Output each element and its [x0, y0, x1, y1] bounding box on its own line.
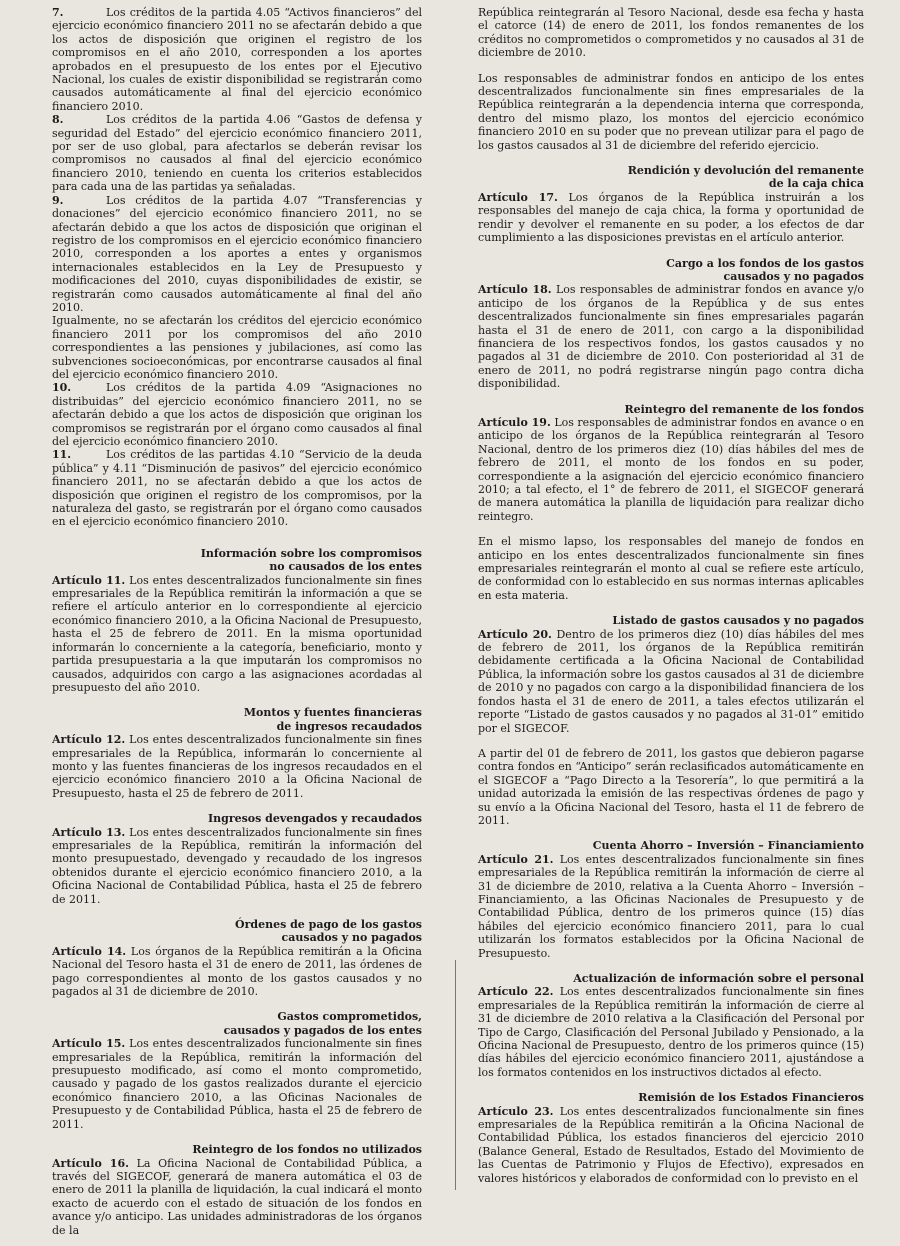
text-line: Los créditos de las partidas 4.10 “Servicio de la deuda pública” y 4.11 “Disminución de pasivos” del ejercicio económico financiero 2011, no se afectarán debido a que los actos de disposición que originen el registro de los compromisos, por la naturaleza del gasto, se registrarán por el órgano como causados en el ejercicio económico financiero 2010.	[52, 448, 422, 529]
text-line: Información sobre los compromisos	[200, 546, 422, 560]
article-label: Artículo 12.	[52, 733, 126, 747]
article-label: Artículo 16.	[52, 1156, 129, 1170]
article-label: Artículo 21.	[478, 852, 554, 866]
article-label: Artículo 15.	[52, 1037, 126, 1051]
article-23	[478, 1105, 864, 1185]
article-13	[52, 826, 422, 906]
text-line: Los responsables de administrar fondos en avance o en anticipo de los órganos de la República reintegrarán al Tesoro Nacional, dentro de los primeros diez (10) días hábiles del mes de febrero de 2011, el monto de los fondos en su poder, correspondiente a la asignación del ejercicio económico financiero 2010; a tal efecto, el 1° de febrero de 2011, el SIGECOF generará de manera automática la planilla de liquidación para realizar dicho reintegro.	[478, 415, 864, 523]
text-line: Cargo a los fondos de los gastos	[666, 256, 864, 270]
text-line: Los entes descentralizados funcionalmente sin fines empresariales de la República remitirán la información de cierre al 31 de diciembre de 2010, relativa a la Cuenta Ahorro – Inversión – Financiamiento, a las Oficinas Nacionales de Presupuesto y de Contabilidad Pública, dentro de los primeros quince (15) días hábiles del ejercicio económico financiero 2011, para lo cual utilizarán los formatos establecidos por la Oficina Nacional de Presupuesto.	[478, 852, 864, 960]
numbered-item-7	[52, 6, 422, 113]
section-heading	[52, 918, 422, 945]
text-line: Reintegro de los fondos no utilizados	[192, 1143, 422, 1157]
text-line: causados y pagados de los entes	[223, 1023, 422, 1037]
section-heading	[478, 1091, 864, 1104]
text-line: 10.	[52, 381, 72, 395]
text-line: Montos y fuentes financieras	[243, 706, 422, 720]
text-line: Los órganos de la República instruirán a los responsables del manejo de caja chica, la forma y oportunidad de rendir y devolver el remanente en su poder, a los efectos de dar cumplimiento a las disposiciones previstas en el artículo anterior.	[478, 190, 864, 245]
left-column	[52, 6, 422, 1237]
text-line: La Oficina Nacional de Contabilidad Pública, a través del SIGECOF, generará de manera automática el 03 de enero de 2011 la planilla de liquidación, la cual indicará el monto exacto de acuerdo con el estado de situación de los fondos en avance y/o anticipo. Las unidades administradoras de los órganos de la	[52, 1156, 422, 1237]
text-line: Reintegro del remanente de los fondos	[624, 402, 864, 416]
text-line: 9.	[52, 193, 64, 207]
paragraph: A partir del 01 de febrero de 2011, los gastos que debieron pagarse contra fondos en “Anticipo” serán reclasificados automáticamente en el SIGECOF a “Pago Directo a la Tesorería”, lo que permitirá a la unidad autorizada la emisión de las respectivas órdenes de pago y su envío a la Oficina Nacional del Tesoro, hasta el 11 de febrero de 2011.	[478, 746, 864, 827]
article-label: Artículo 17.	[478, 190, 558, 204]
section-heading	[478, 403, 864, 416]
text-line: Dentro de los primeros diez (10) días hábiles del mes de febrero de 2011, los órganos de la República remitirán debidamente certificada a la Oficina Nacional de Contabilidad Pública, la información sobre los gastos causados al 31 de diciembre de 2010 y no pagados con cargo a la disponibilidad financiera de los fondos hasta el 31 de enero de 2011, a tales efectos utilizarán el reporte “Listado de gastos causados y no pagados al 31-01” emitido por el SIGECOF.	[478, 627, 864, 735]
article-16	[52, 1157, 422, 1237]
article-label: Artículo 14.	[52, 944, 127, 958]
article-label: Artículo 13.	[52, 825, 126, 839]
numbered-item-8	[52, 113, 422, 193]
text-line: 7.	[52, 6, 64, 19]
text-line: Los responsables de administrar fondos en avance y/o anticipo de los órganos de la República y de sus entes descentralizados funcionalmente sin fines empresariales pagarán hasta el 31 de enero de 2011, con cargo a la disponibilidad financiera de los respectivos fondos, los gastos causados y no pagados al 31 de diciembre de 2010. Con posterioridad al 31 de enero de 2011, no podrá registrarse ningún pago contra dicha disponibilidad.	[478, 283, 865, 391]
paragraph: República reintegrarán al Tesoro Nacional, desde esa fecha y hasta el catorce (14) de enero de 2011, los fondos remanentes de los créditos no comprometidos o comprometidos y no causados al 31 de diciembre de 2010.	[478, 6, 864, 60]
text-line: Ingresos devengados y recaudados	[207, 812, 422, 826]
article-label: Artículo 19.	[478, 415, 551, 429]
text-line: Los entes descentralizados funcionalmente sin fines empresariales de la República, remitirán la información del monto presupuestado, devengado y recaudado de los ingresos obtenidos durante el ejercicio económico financiero 2010, a la Oficina Nacional de Contabilidad Pública, hasta el 25 de febrero de 2011.	[52, 825, 422, 906]
section-heading	[478, 839, 864, 852]
section-heading	[52, 812, 422, 825]
text-line: Rendición y devolución del remanente	[627, 164, 864, 178]
text-line: Órdenes de pago de los gastos	[235, 918, 422, 931]
text-line: causados y no pagados	[723, 269, 864, 283]
section-heading	[478, 257, 864, 284]
text-line: Los créditos de la partida 4.07 “Transferencias y donaciones” del ejercicio económico financiero 2011, no se afectarán debido a que los actos de disposición que originan el registro de los compromisos en el ejercicio económico financiero 2010, corresponden a los aportes a entes y organismos internacionales establecidos en la Ley de Presupuesto y modificaciones del 2010, cuyas disponibilidades de existir, se registrarán como causados automáticamente al final del año 2010.	[52, 193, 422, 314]
column-divider	[455, 960, 456, 1190]
text-line: Listado de gastos causados y no pagados	[612, 614, 864, 628]
text-line: Cuenta Ahorro – Inversión – Financiamiento	[592, 839, 864, 853]
article-label: Artículo 23.	[478, 1104, 554, 1118]
text-line: de la caja chica	[768, 177, 864, 191]
section-heading	[52, 1143, 422, 1156]
text-line: Gastos comprometidos,	[277, 1010, 422, 1024]
text-line: 8.	[52, 113, 64, 127]
text-line: no causados de los entes	[269, 560, 422, 574]
article-label: Artículo 20.	[478, 627, 552, 641]
section-heading	[478, 972, 864, 985]
right-column	[478, 6, 864, 1185]
text-line: Los entes descentralizados funcionalmente sin fines empresariales de la República, informarán lo concerniente al monto y las fuentes financieras de los ingresos recaudados en el ejercicio económico financiero 2010 a la Oficina Nacional de Presupuesto, hasta el 25 de febrero de 2011.	[52, 733, 422, 800]
article-19	[478, 416, 864, 523]
text-line: Los créditos de la partida 4.05 “Activos financieros” del ejercicio económico financiero 2011 no se afectarán debido a que los actos de disposición que originen el registro de los compromisos en el año 2010, corresponden a los aportes aprobados en el presupuesto de los entes por el Ejecutivo Nacional, los cuales de existir disponibilidad se registrarán como causados automáticamente al final del ejercicio económico financiero 2010.	[52, 6, 422, 113]
article-15	[52, 1037, 422, 1131]
section-heading	[478, 164, 864, 191]
article-17	[478, 191, 864, 245]
article-11	[52, 574, 422, 695]
article-12	[52, 733, 422, 800]
numbered-item-9	[52, 194, 422, 315]
text-line: Actualización de información sobre el personal	[573, 972, 864, 985]
text-line: Los créditos de la partida 4.06 “Gastos de defensa y seguridad del Estado” del ejercicio económico financiero 2011, por ser de uso global, para afectarlos se deberán revisar los compromisos no causados al final del ejercicio económico financiero 2010, teniendo en cuenta los criterios establecidos para cada una de las partidas ya señaladas.	[52, 113, 422, 194]
article-21	[478, 853, 864, 960]
text-line: Los entes descentralizados funcionalmente sin fines empresariales de la República remitirán la información de cierre al 31 de diciembre de 2010 relativa a la Clasificación del Personal por Tipo de Cargo, Clasificación del Personal Jubilado y Pensionado, a la Oficina Nacional de Presupuesto, dentro de los primeros quince (15) días hábiles del ejercicio económico financiero 2011, ajustándose a los formatos contenidos en los instructivos dictados al efecto.	[478, 985, 864, 1079]
article-22	[478, 985, 864, 1079]
paragraph: En el mismo lapso, los responsables del manejo de fondos en anticipo en los entes descentralizados funcionalmente sin fines empresariales reintegrarán el monto al cual se refiere este artículo, de conformidad con lo establecido en sus normas internas aplicables en esta materia.	[478, 535, 864, 602]
article-18	[478, 283, 864, 390]
article-20	[478, 628, 864, 735]
article-label: Artículo 11.	[52, 573, 126, 587]
text-line: Los entes descentralizados funcionalmente sin fines empresariales de la República remitirán la información a que se refiere el artículo anterior en lo correspondiente al ejercicio económico financiero 2010, a la Oficina Nacional de Presupuesto, hasta el 25 de febrero de 2011. En la misma oportunidad informarán lo concerniente a la categoría, beneficiario, monto y partida presupuestaria a la que imputarán los compromisos no causados, adquiridos con cargo a las asignaciones acordadas al presupuesto del año 2010.	[52, 573, 422, 694]
text-line: Los entes descentralizados funcionalmente sin fines empresariales de la República, remitirán la información del presupuesto modificado, así como el monto comprometido, causado y pagado de los gastos realizados durante el ejercicio económico financiero 2010, a las Oficinas Nacionales de Presupuesto y de Contabilidad Pública, hasta el 25 de febrero de 2011.	[52, 1037, 422, 1131]
numbered-item-11	[52, 448, 422, 528]
paragraph: Igualmente, no se afectarán los créditos del ejercicio económico financiero 2011 por los compromisos del año 2010 correspondientes a las pensiones y jubilaciones, así como las subvenciones socioeconómicas, por encontrarse causados al final del ejercicio económico financiero 2010.	[52, 314, 422, 381]
text-line: Los órganos de la República remitirán a la Oficina Nacional del Tesoro hasta el 31 de enero de 2011, las órdenes de pago correspondientes al monto de los gastos causados y no pagados al 31 de diciembre de 2010.	[52, 944, 422, 999]
section-heading	[478, 614, 864, 627]
article-14	[52, 945, 422, 999]
text-line: Los entes descentralizados funcionalmente sin fines empresariales de la República remitirán a la Oficina Nacional de Contabilidad Pública, los estados financieros del ejercicio 2010 (Balance General, Estado de Resultados, Estado del Movimiento de las Cuentas de Patrimonio y Flujos de Efectivo), expresados en valores históricos y elaborados de conformidad con lo previsto en el	[478, 1104, 864, 1185]
numbered-item-10	[52, 381, 422, 448]
text-line: Remisión de los Estados Financieros	[638, 1091, 864, 1105]
text-line: causados y no pagados	[281, 931, 422, 945]
paragraph: Los responsables de administrar fondos en anticipo de los entes descentralizados funcionalmente sin fines empresariales de la República reintegrarán a la dependencia interna que corresponda, dentro del mismo plazo, los montos del ejercicio económico financiero 2010 en su poder que no prevean utilizar para el pago de los gastos causados al 31 de diciembre del referido ejercicio.	[478, 71, 864, 152]
section-heading	[52, 706, 422, 733]
article-label: Artículo 18.	[478, 283, 552, 297]
text-line: 11.	[52, 448, 72, 462]
section-heading	[52, 1010, 422, 1037]
article-label: Artículo 22.	[478, 985, 554, 999]
text-line: de ingresos recaudados	[276, 719, 422, 733]
section-heading	[52, 547, 422, 574]
text-line: Los créditos de la partida 4.09 “Asignaciones no distribuidas” del ejercicio económico financiero 2011, no se afectarán debido a que los actos de disposición que originan los compromisos se registrarán por el órgano como causados al final del ejercicio económico financiero 2010.	[52, 381, 422, 448]
